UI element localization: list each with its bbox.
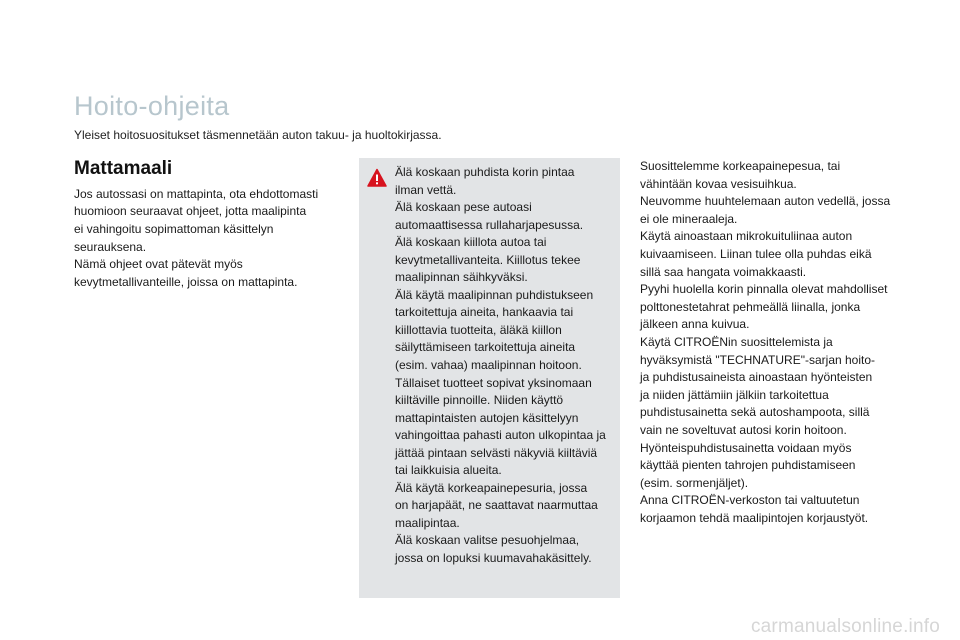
text-line: Pyyhi huolella korin pinnalla olevat mahdolliset: [640, 282, 888, 297]
text-line: jälkeen anna kuivua.: [640, 317, 750, 332]
text-line: tarkoitettuja aineita, hankaavia tai: [395, 305, 574, 320]
matte-paint-section: [74, 158, 344, 291]
text-line: Älä koskaan pese autoasi: [395, 200, 532, 215]
text-line: vain ne soveltuvat autosi korin hoitoon.: [640, 422, 847, 437]
text-line: puhdistusainetta sekä autoshampoota, sillä: [640, 405, 870, 420]
watermark: carmanualsonline.info: [750, 616, 940, 637]
text-line: Älä koskaan puhdista korin pintaa: [395, 165, 575, 179]
text-line: ja puhdistusaineista ainoastaan hyönteisten: [640, 370, 873, 385]
text-line: säilyttämiseen tarkoitettuja aineita: [395, 340, 576, 355]
text-line: Älä koskaan valitse pesuohjelmaa,: [395, 533, 580, 548]
text-line: Hyönteispuhdistusainetta voidaan myös: [640, 440, 852, 455]
text-line: Suosittelemme korkeapainepesua, tai: [640, 159, 841, 173]
text-line: Neuvomme huuhtelemaan auton vedellä, jossa: [640, 194, 891, 209]
text-line: ilman vettä.: [395, 182, 457, 197]
text-line: Älä koskaan kiillota autoa tai: [395, 235, 547, 250]
text-line: mattapintaisten autojen käsittelyyn: [395, 410, 579, 425]
warning-text: [395, 164, 619, 568]
text-line: Älä käytä korkeapainepesuria, jossa: [395, 480, 588, 495]
text-line: käyttää pienten tahrojen puhdistamiseen: [640, 458, 856, 473]
text-line: Älä käytä maalipinnan puhdistukseen: [395, 287, 594, 302]
text-line: ei vahingoitu sopimattoman käsittelyn: [74, 222, 274, 237]
section-heading: Mattamaali: [74, 158, 173, 179]
text-line: tai laikkuisia alueita.: [395, 463, 502, 478]
text-line: vähintään kovaa vesisuihkua.: [640, 176, 797, 191]
care-instructions-column: [640, 158, 910, 527]
text-line: kevytmetallivanteita. Kiillotus tekee: [395, 252, 581, 267]
warning-triangle-icon: [367, 168, 387, 188]
text-line: maalipintaa.: [395, 515, 460, 530]
text-line: kuivaamiseen. Liinan tulee olla puhdas eikä: [640, 246, 872, 261]
text-line: kiillottavia tuotteita, äläkä kiillon: [395, 322, 562, 337]
text-line: (esim. vahaa) maalipinnan hoitoon.: [395, 358, 582, 373]
text-line: Jos autossasi on mattapinta, ota ehdottomasti: [74, 186, 319, 201]
page-subtitle: Yleiset hoitosuositukset täsmennetään auton takuu- ja huoltokirjassa.: [74, 128, 442, 142]
text-line: (esim. sormenjäljet).: [640, 475, 749, 490]
text-line: Tällaiset tuotteet sopivat yksinomaan: [395, 375, 592, 390]
text-line: Nämä ohjeet ovat pätevät myös: [74, 257, 243, 272]
text-line: Käytä ainoastaan mikrokuituliinaa auton: [640, 229, 853, 244]
text-line: kiiltäville pinnoille. Niiden käyttö: [395, 393, 564, 408]
text-line: seurauksena.: [74, 239, 147, 254]
text-line: automaattisessa rullaharjapesussa.: [395, 217, 584, 232]
text-line: korjaamon tehdä maalipintojen korjaustyöt.: [640, 510, 869, 525]
text-line: Anna CITROËN-verkoston tai valtuutetun: [640, 493, 860, 508]
text-line: vahingoittaa pahasti auton ulkopintaa ja: [395, 428, 606, 443]
text-line: Käytä CITROËNin suosittelemista ja: [640, 334, 833, 349]
text-line: jättää pintaan selvästi näkyviä kiiltäviä: [395, 445, 598, 460]
warning-box: [359, 158, 620, 598]
text-line: hyväksymistä "TECHNATURE"-sarjan hoito-: [640, 352, 876, 367]
text-line: on harjapäät, ne saattavat naarmuttaa: [395, 498, 598, 513]
text-line: polttonestetahrat pehmeällä liinalla, jonka: [640, 299, 861, 314]
text-line: huomioon seuraavat ohjeet, jotta maalipinta: [74, 204, 307, 219]
text-line: ei ole mineraaleja.: [640, 211, 738, 226]
text-line: maalipinnan säihkyväksi.: [395, 270, 528, 285]
text-line: jossa on lopuksi kuumavahakäsittely.: [395, 551, 592, 566]
text-line: sillä saa hangata voimakkaasti.: [640, 264, 807, 279]
text-line: ja niiden jättämiin jälkiin tarkoitettua: [640, 387, 829, 402]
text-line: kevytmetallivanteille, joissa on mattapinta.: [74, 274, 298, 289]
page-title: Hoito-ohjeita: [74, 91, 230, 121]
